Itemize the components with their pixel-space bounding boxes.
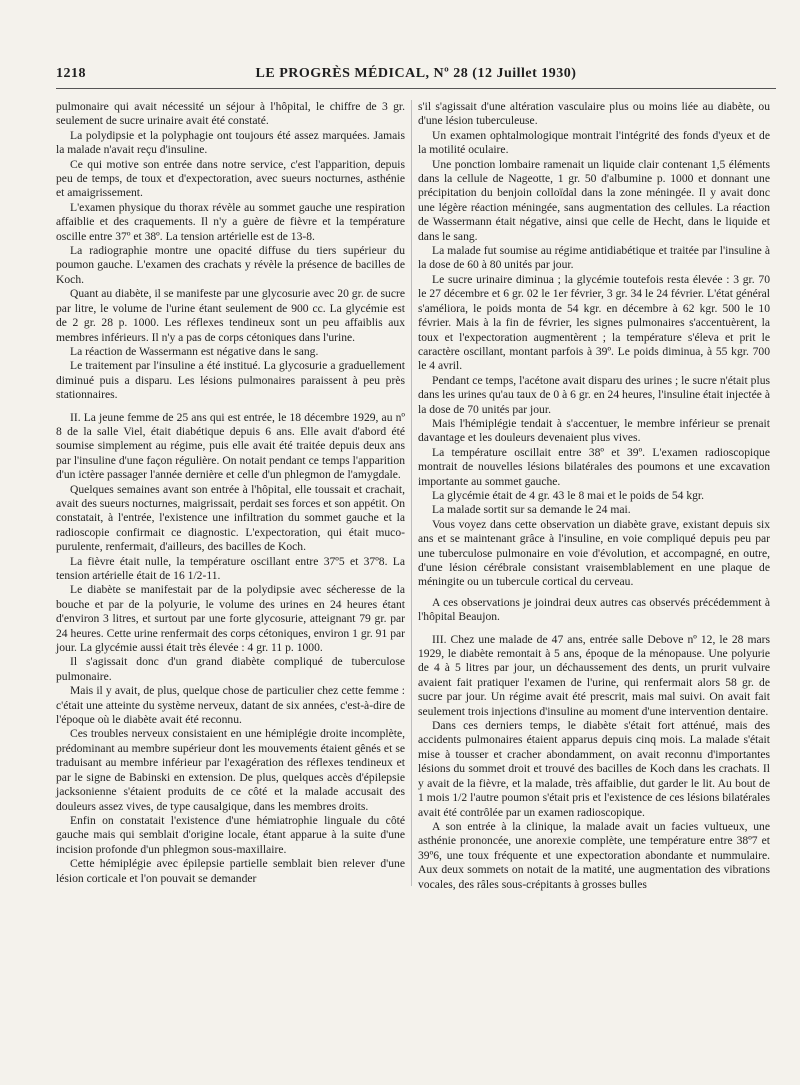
paragraph: La malade sortit sur sa demande le 24 mai. <box>432 503 631 517</box>
paragraph: Le sucre urinaire diminua ; la glycémie toutefois resta élevée : 3 gr. 70 le 27 décembre et 6 gr. 02 le 1er février, 3 gr. 34 le 24 février. L'état général s'améliora, le poids monta de 54 kgr. en décembre à 62 kgr. 500 le 10 février. Mais à la fin de février, les signes pulmonaires s'accentuèrent, la toux et l'expectoration augmentèrent ; la température s'éleva et prit le caractère oscillant, montant parfois à 39º. Le poids diminua, à 55 kgr. 700 le 4 avril. <box>418 272 770 373</box>
paragraph: Cette hémiplégie avec épilepsie partielle semblait bien relever d'une lésion corticale et l'on pouvait se demander <box>56 857 405 885</box>
paragraph: Ce qui motive son entrée dans notre service, c'est l'apparition, depuis peu de temps, de toux et d'expectoration, avec sueurs nocturnes, asthénie et amaigrissement. <box>56 157 405 200</box>
paragraph: Pendant ce temps, l'acétone avait disparu des urines ; le sucre n'était plus dans les urines qu'au taux de 0 à 6 gr. en 24 heures, l'insuline était injectée à la dose de 70 unités par jour. <box>418 373 770 416</box>
paragraph: s'il s'agissait d'une altération vasculaire plus ou moins liée au diabète, ou d'une lésion tuberculeuse. <box>418 100 770 128</box>
paragraph: Mais l'hémiplégie tendait à s'accentuer, le membre inférieur se prenait davantage et les douleurs devenaient plus vives. <box>418 416 770 445</box>
paragraph: Quelques semaines avant son entrée à l'hôpital, elle toussait et crachait, avait des sueurs nocturnes, maigrissait, perdait ses forces et son appétit. On constatait, à l'entrée, l'existence une infiltration du sommet gauche et la radioscopie confirmait ce diagnostic. L'expectoration, qui était muco-purulente, renfermait, d'ailleurs, des bacilles de Koch. <box>56 482 406 554</box>
paragraph: Le traitement par l'insuline a été institué. La glycosurie a graduellement diminué puis a disparu. Les lésions pulmonaires paraissent à peu près stationnaires. <box>56 359 405 402</box>
paragraph: Enfin on constatait l'existence d'une hémiatrophie linguale du côté gauche mais qui semblait d'origine locale, étant apparue à la suite d'une incision profonde d'un phlegmon sous-maxillaire. <box>56 813 405 856</box>
page-header <box>56 62 776 89</box>
case-heading-paragraph: II. La jeune femme de 25 ans qui est entrée, le 18 décembre 1929, au nº 8 de la salle Viel, était diabétique depuis 6 ans. Elle avait d'abord été soumise simplement au régime, puis elle avait été traitée depuis deux ans par l'insuline d'une façon régulière. On notait pendant ce temps l'apparition d'un ictère passager l'année dernière et celle d'un phlegmon de l'amygdale. <box>56 410 405 482</box>
paragraph: La réaction de Wassermann est négative dans le sang. <box>70 344 319 358</box>
paragraph: Dans ces derniers temps, le diabète s'était fort atténué, mais des accidents pulmonaires étaient apparus depuis cinq mois. La malade s'était mise à tousser et cracher abondamment, on avait reconnu d'importantes lésions du sommet droit et trouvé des bacilles de Koch dans les crachats. Il y avait de la fièvre, et la malade, très affaiblie, dut garder le lit. Au bout de 1 mois 1/2 l'autre poumon s'était pris et l'existence de ces lésions bilatérales avait été contrôlée par un examen radioscopique. <box>418 719 770 819</box>
paragraph: A son entrée à la clinique, la malade avait un facies vultueux, une asthénie prononcée, une anorexie complète, une température entre 38º7 et 39º6, une toux fréquente et une expectoration abondante et nummulaire. Aux deux sommets on notait de la matité, une augmentation des vibrations vocales, des râles sous-crépitants à grosses bulles <box>418 819 770 891</box>
paragraph: La malade fut soumise au régime antidiabétique et traitée par l'insuline à la dose de 60 à 80 unités par jour. <box>418 244 770 272</box>
paragraph: Ces troubles nerveux consistaient en une hémiplégie droite incomplète, prédominant au membre supérieur dont les mouvements étaient gênés et se traduisant au membre inférieur par l'exagération des réflexes tendineux et par le signe de Babinski en extension. De plus, quelques accès d'épilepsie jacksonienne s'étaient produits de ce côté et la malade accusait des douleurs assez vives, de type causalgique, dans les membres droits. <box>56 727 405 813</box>
paragraph: La radiographie montre une opacité diffuse du tiers supérieur du poumon gauche. L'examen des crachats y révèle la présence de bacilles de Koch. <box>56 244 405 286</box>
journal-title: LE PROGRÈS MÉDICAL, Nº 28 (12 Juillet 1930) <box>255 66 577 81</box>
paragraph: A ces observations je joindrai deux autres cas observés précédemment à l'hôpital Beaujon. <box>418 595 770 624</box>
paragraph: L'examen physique du thorax révèle au sommet gauche une respiration affaiblie et des craquements. Il n'y a guère de fièvre et la température oscille entre 37º et 38º. La tension artérielle est de 13-8. <box>56 200 405 243</box>
paragraph: La température oscillait entre 38º et 39º. L'examen radioscopique montrait de nouvelles lésions bilatérales des poumons et une excavation importante au sommet gauche. <box>418 445 770 488</box>
paragraph: Quant au diabète, il se manifeste par une glycosurie avec 20 gr. de sucre par litre, le volume de l'urine étant seulement de 900 cc. La glycémie est de 2 gr. 28 p. 1000. Les réflexes tendineux sont un peu affaiblis aux membres inférieurs. Il n'y a pas de corps cétoniques dans l'urine. <box>56 287 405 344</box>
paragraph: Vous voyez dans cette observation un diabète grave, existant depuis six ans et se maintenant grâce à l'insuline, en voie compliqué depuis peu par une tuberculose pulmonaire en voie d'évolution, et accompagné, en outre, d'une lésion cérébrale consistant vraisemblablement en une plaque de méningite ou un tubercule cortical du cerveau. <box>418 517 770 589</box>
paragraph: Le diabète se manifestait par de la polydipsie avec sécheresse de la bouche et par de la polyurie, le volume des urines en 24 heures étant d'environ 3 litres, et surtout par une forte glycosurie, atteignant 79 gr. par 24 heures. Cette urine renfermait des corps cétoniques, environ 1 gr. 91 par jour. La glycémie aussi était très élevée : 4 gr. 11 p. 1000. <box>56 583 405 655</box>
right-column <box>418 100 770 892</box>
paragraph: Un examen ophtalmologique montrait l'intégrité des fonds d'yeux et de la motilité oculaire. <box>418 128 770 157</box>
case-heading-paragraph: III. Chez une malade de 47 ans, entrée salle Debove nº 12, le 28 mars 1929, le diabète remontait à 5 ans, époque de la ménopause. Une polyurie de 4 à 5 litres par jour, un déchaussement des dents, un prurit vulvaire avaient fait pratiquer l'examen de l'urine, qui renfermait alors 58 gr. de sucre par jour. Un régime avait été prescrit, mais mal suivi. On avait fait seulement trois injections d'insuline au moment d'une intervention dentaire. <box>418 632 770 718</box>
paragraph: pulmonaire qui avait nécessité un séjour à l'hôpital, le chiffre de 3 gr. seulement de sucre urinaire avait été constaté. <box>56 100 405 128</box>
paragraph: Une ponction lombaire ramenait un liquide clair contenant 1,5 éléments dans la cellule de Nageotte, 1 gr. 50 d'albumine p. 1000 et donnant une précipitation du benjoin colloïdal dans la zone méningée. Il y avait donc une légère réaction méningée, sans augmentation des cellules. La réaction de Wassermann était négative, ainsi que celle de Hecht, dans le liquide et dans le sang. <box>418 157 770 243</box>
paragraph: La polydipsie et la polyphagie ont toujours été assez marquées. Jamais la malade n'avait reçu d'insuline. <box>56 128 405 157</box>
paragraph: Mais il y avait, de plus, quelque chose de particulier chez cette femme : c'était une atteinte du système nerveux, datant de six années, c'est-à-dire de l'époque où le diabète avait été reconnu. <box>56 684 405 727</box>
paragraph: La glycémie était de 4 gr. 43 le 8 mai et le poids de 54 kgr. <box>432 488 705 502</box>
left-column <box>56 100 412 886</box>
page-number: 1218 <box>56 66 86 81</box>
paragraph: La fièvre était nulle, la température oscillant entre 37º5 et 37º8. La tension artérielle était de 16 1/2-11. <box>56 554 405 582</box>
paragraph: Il s'agissait donc d'un grand diabète compliqué de tuberculose pulmonaire. <box>56 655 405 683</box>
